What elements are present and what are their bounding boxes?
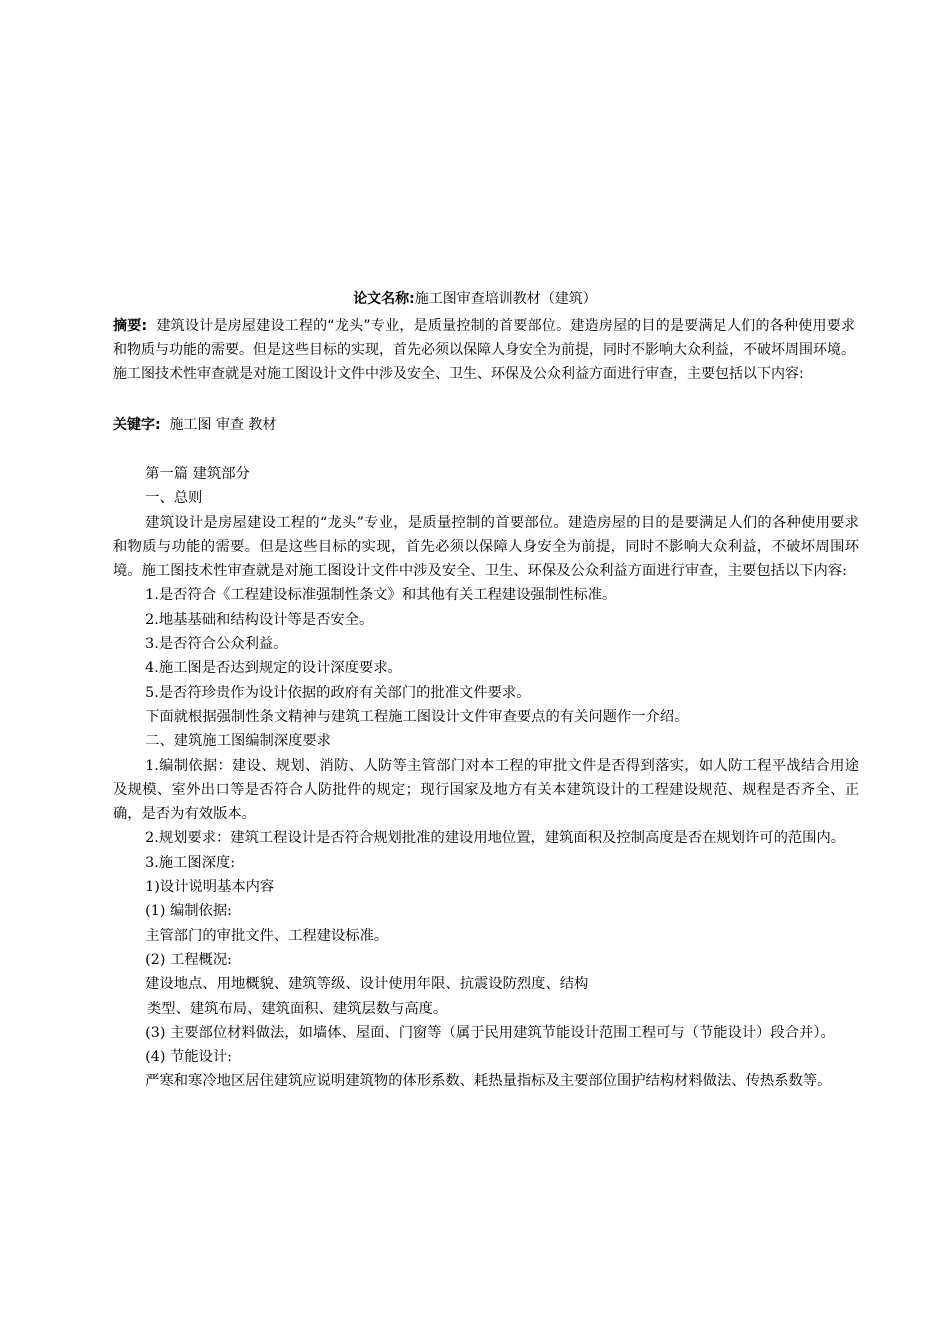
section-heading: 一、总则 <box>145 490 203 507</box>
subheading: 1)设计说明基本内容 <box>145 879 275 896</box>
paragraph: 3.施工图深度: <box>145 854 236 871</box>
list-item: 1.是否符合《工程建设标准强制性条文》和其他有关工程建设强制性标准。 <box>145 587 617 604</box>
paper-title-text: 施工图审查培训教材（建筑） <box>414 291 597 307</box>
paragraph: 建筑设计是房屋建设工程的“龙头”专业，是质量控制的首要部位。建造房屋的目的是要满足人们的各种使用要求和物质与功能的需要。但是这些目标的实现，首先必须以保障人身安全为前提，同时不影响大众利益，不破坏周围环境。施工图技术性审查就是对施工图设计文件中涉及安全、卫生、环保及公众利益方面进行审查，主要包括以下内容: <box>113 514 859 580</box>
paper-title <box>0 289 950 309</box>
paragraph: 主管部门的审批文件、工程建设标准。 <box>145 927 389 944</box>
paragraph: 类型、建筑布局、建筑面积、建筑层数与高度。 <box>147 1000 448 1017</box>
paragraph: 建设地点、用地概貌、建筑等级、设计使用年限、抗震设防烈度、结构 <box>145 976 589 993</box>
paragraph: 严寒和寒冷地区居住建筑应说明建筑物的体形系数、耗热量指标及主要部位围护结构材料做法、传热系数等。 <box>145 1073 832 1090</box>
keywords <box>113 413 855 437</box>
keywords-text: 施工图 审查 教材 <box>169 417 277 433</box>
list-item: 3.是否符合公众利益。 <box>145 636 288 653</box>
abstract <box>113 314 855 386</box>
abstract-label: 摘要: <box>113 318 148 334</box>
paragraph: 1.编制依据：建设、规划、消防、人防等主管部门对本工程的审批文件是否得到落实，如人防工程平战结合用途及规模、室外出口等是否符合人防批件的规定；现行国家及地方有关本建筑设计的工程建设规范、规程是否齐全、正确，是否为有效版本。 <box>113 757 859 823</box>
abstract-text: 建筑设计是房屋建设工程的“龙头”专业，是质量控制的首要部位。建造房屋的目的是要满足人们的各种使用要求和物质与功能的需要。但是这些目标的实现，首先必须以保障人身安全为前提，同时不影响大众利益，不破坏周围环境。施工图技术性审查就是对施工图设计文件中涉及安全、卫生、环保及公众利益方面进行审查，主要包括以下内容: <box>113 318 855 382</box>
list-item: 2.地基基础和结构设计等是否安全。 <box>145 611 374 628</box>
section-heading: 二、建筑施工图编制深度要求 <box>145 733 332 750</box>
subheading: (4) 节能设计: <box>145 1049 232 1066</box>
paragraph: 2.规划要求：建筑工程设计是否符合规划批准的建设用地位置，建筑面积及控制高度是否在规划许可的范围内。 <box>145 830 846 847</box>
list-item: 5.是否符珍贵作为设计依据的政府有关部门的批准文件要求。 <box>145 684 531 701</box>
part-heading: 第一篇 建筑部分 <box>145 466 250 482</box>
subheading: (1) 编制依据: <box>145 903 232 920</box>
paper-title-label: 论文名称: <box>353 291 415 307</box>
paragraph: 下面就根据强制性条文精神与建筑工程施工图设计文件审查要点的有关问题作一介绍。 <box>145 708 689 725</box>
body-text <box>113 462 859 1094</box>
paragraph: (3) 主要部位材料做法，如墙体、屋面、门窗等（属于民用建筑节能设计范围工程可与（节能设计）段合并）。 <box>145 1024 835 1041</box>
keywords-label: 关键字: <box>113 417 161 433</box>
list-item: 4.施工图是否达到规定的设计深度要求。 <box>145 660 402 677</box>
subheading: (2) 工程概况: <box>145 951 232 968</box>
